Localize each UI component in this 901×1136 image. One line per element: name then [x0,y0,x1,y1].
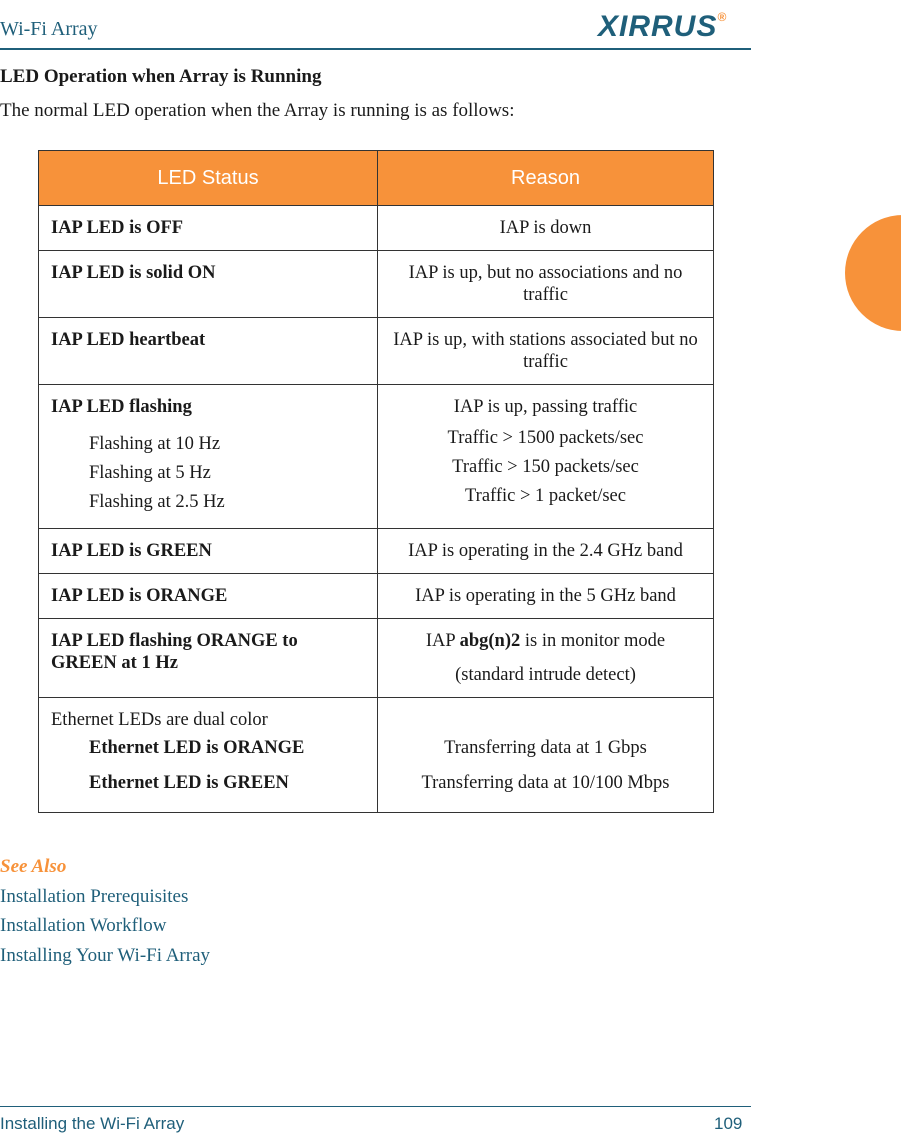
footer-chapter-title: Installing the Wi-Fi Array [0,1114,185,1133]
reason-cell [378,698,714,813]
reason-cell [378,619,714,698]
xirrus-logo [598,10,727,44]
table-row [39,698,714,813]
reason-cell: IAP is down [378,206,714,251]
section-title: LED Operation when Array is Running [0,66,322,87]
table-row [39,385,714,529]
table-row [39,529,714,574]
sub-status-list [51,430,365,517]
led-status-cell [39,698,378,813]
led-status-cell: IAP LED heartbeat [39,318,378,385]
column-header-led-status: LED Status [39,151,378,206]
led-status-cell: IAP LED is OFF [39,206,378,251]
sub-reason-item: Traffic > 150 packets/sec [452,457,639,477]
reason-prefix: IAP [425,631,460,651]
sub-status-item: Ethernet LED is GREEN [89,773,289,793]
header-divider [0,48,751,50]
reason-cell: IAP is operating in the 5 GHz band [378,574,714,619]
sub-status-item: Flashing at 5 Hz [89,463,211,483]
link-installing-your-wifi-array[interactable]: Installing Your Wi-Fi Array [0,945,211,966]
table-row [39,206,714,251]
reason-line2: (standard intrude detect) [455,665,636,685]
header-title: Wi-Fi Array [0,18,98,40]
reason-cell [378,385,714,529]
sub-status-item: Flashing at 2.5 Hz [89,492,225,512]
table-row [39,574,714,619]
sub-reason-list [390,424,701,511]
led-status-cell: IAP LED is solid ON [39,251,378,318]
chapter-tab-marker [845,215,901,331]
sub-reason-item: Traffic > 1 packet/sec [465,486,626,506]
led-status-cell: IAP LED flashing ORANGE to GREEN at 1 Hz [39,619,378,698]
sub-reason-item: Traffic > 1500 packets/sec [447,428,644,448]
led-status-cell: IAP LED is GREEN [39,529,378,574]
page-number: 109 [714,1114,743,1133]
sub-reason-list [390,731,701,801]
reason-cell: IAP is operating in the 2.4 GHz band [378,529,714,574]
reason-cell: IAP is up, with stations associated but no traffic [378,318,714,385]
see-also-heading: See Also [0,856,67,877]
reason-bold: abg(n)2 [459,631,521,651]
led-status-label: IAP LED flashing [51,397,192,417]
sub-status-list [51,731,365,801]
led-status-cell [39,385,378,529]
column-header-reason: Reason [378,151,714,206]
led-status-cell: IAP LED is ORANGE [39,574,378,619]
footer-divider [0,1106,751,1107]
reason-label: IAP is up, passing traffic [453,397,638,417]
logo-mark: ® [717,10,728,24]
table-row [39,318,714,385]
link-installation-workflow[interactable]: Installation Workflow [0,915,167,936]
table-row [39,251,714,318]
sub-status-item: Flashing at 10 Hz [89,434,221,454]
reason-suffix: is in monitor mode [520,631,666,651]
intro-text: The normal LED operation when the Array is running is as follows: [0,100,515,121]
link-installation-prerequisites[interactable]: Installation Prerequisites [0,886,189,907]
sub-status-item: Ethernet LED is ORANGE [89,738,305,758]
sub-reason-item: Transferring data at 1 Gbps [444,738,647,758]
logo-text: XIRRUS [598,10,718,43]
reason-cell: IAP is up, but no associations and no traffic [378,251,714,318]
led-status-label: Ethernet LEDs are dual color [51,710,268,730]
sub-reason-item: Transferring data at 10/100 Mbps [421,773,670,793]
led-table [38,150,714,813]
table-row [39,619,714,698]
